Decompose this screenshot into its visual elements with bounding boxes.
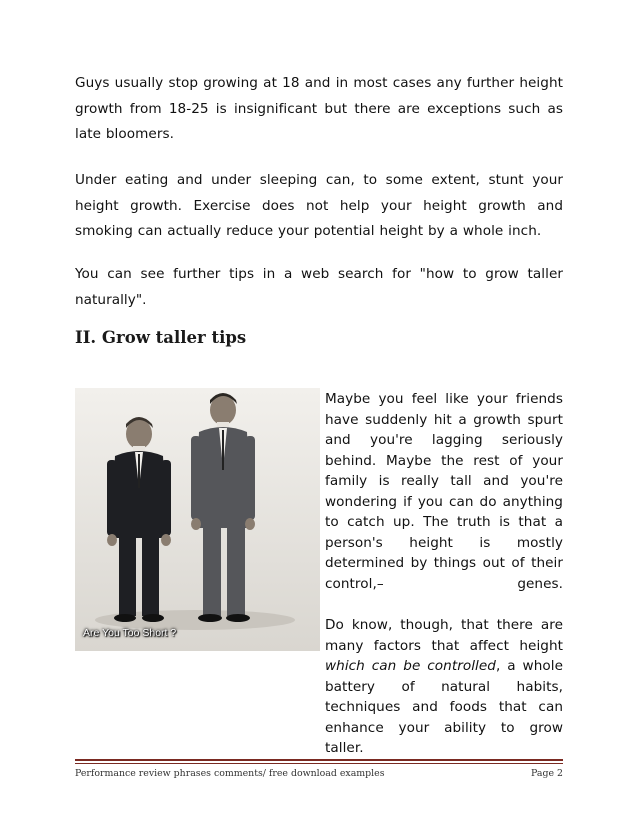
men-illustration [75,388,320,651]
side-text-2a: Do know, though, that there are many factors that affect height [325,617,563,654]
footer-title: Performance review phrases comments/ free download examples [75,768,385,779]
section-heading: II. Grow taller tips [75,328,247,347]
intro-paragraph-web-search: You can see further tips in a web search for "how to grow taller naturally". [75,266,563,308]
side-text-1: Maybe you feel like your friends have suddenly hit a growth spurt and you're lagging seriously behind. Maybe the rest of your family is really tall and you're wondering if you can do anything to catch up. The truth is that a person's height is mostly determined by things out of their control,– genes. [325,391,563,592]
page-number: Page 2 [531,768,563,779]
side-text-2b: , a whole battery of natural habits, techniques and foods that can enhance your ability to grow taller. [325,658,564,756]
photo-caption: Are You Too Short ? [83,627,177,639]
intro-paragraph-eating-sleeping: Under eating and under sleeping can, to some extent, stunt your height growth. Exercise does not help your height growth and smoking can actually reduce your potential height by a whole inch. [75,172,563,240]
footer-rule-thin [75,763,563,764]
intro-paragraph-growth-age: Guys usually stop growing at 18 and in most cases any further height growth from 18-25 is insignificant but there are exceptions such as late bloomers. [75,75,563,143]
side-paragraph-factors [325,615,563,759]
two-men-in-suits-photo [75,388,320,651]
side-paragraph-growth-spurt [325,389,563,594]
side-text-2-italic: which can be controlled [325,658,496,674]
footer-rule-thick [75,759,563,761]
